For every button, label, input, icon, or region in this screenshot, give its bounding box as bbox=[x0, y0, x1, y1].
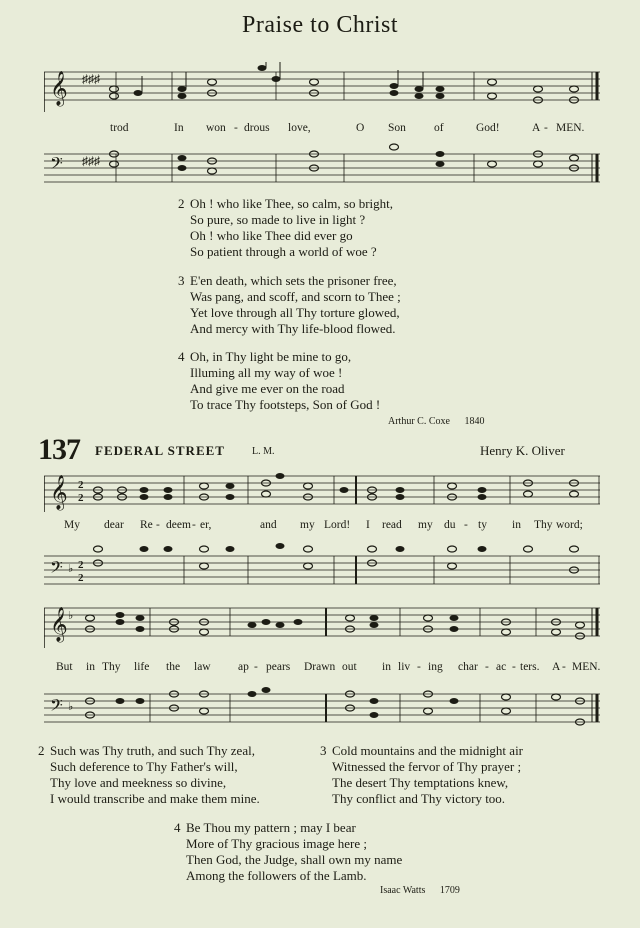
lyric-word: du bbox=[444, 519, 456, 531]
lyric-word: Thy bbox=[102, 661, 121, 673]
hymn136-lyrics bbox=[44, 122, 604, 136]
stanza-line: Oh, in Thy light be mine to go, bbox=[190, 349, 352, 364]
lyric-word: and bbox=[260, 519, 277, 531]
stanza-line: Such was Thy truth, and such Thy zeal, bbox=[50, 743, 255, 758]
stanza-line: To trace Thy footsteps, Son of God ! bbox=[190, 397, 381, 412]
stanza-number: 3 bbox=[320, 743, 327, 758]
hymn136-attribution bbox=[388, 416, 484, 427]
author-year: 1840 bbox=[464, 416, 485, 427]
lyric-word: in bbox=[512, 519, 521, 531]
lyric-word: pears bbox=[266, 661, 291, 673]
lyric-word: deem bbox=[166, 519, 191, 531]
lyric-word: Drawn bbox=[304, 661, 336, 673]
lyric-word: love, bbox=[288, 122, 311, 134]
stanza-line: More of Thy gracious image here ; bbox=[186, 836, 367, 851]
svg-text:𝄞: 𝄞 bbox=[50, 71, 68, 106]
meter-label: L. M. bbox=[252, 446, 275, 457]
lyric-word: I bbox=[366, 519, 370, 531]
stanza-line: Yet love through all Thy torture glowed, bbox=[190, 305, 400, 320]
svg-text:♭: ♭ bbox=[68, 701, 74, 713]
hymn136-stanza-2 bbox=[178, 196, 394, 260]
lyric-word: - bbox=[512, 661, 516, 673]
lyric-word: dear bbox=[104, 519, 124, 531]
hymn136-stanza-3 bbox=[178, 273, 401, 337]
hymn136-treble-staff bbox=[44, 62, 604, 112]
lyric-word: life bbox=[134, 661, 150, 673]
lyric-word: ap bbox=[238, 661, 249, 673]
author-name: Arthur C. Coxe bbox=[388, 416, 450, 427]
stanza-line: Oh ! who like Thee, so calm, so bright, bbox=[190, 196, 394, 211]
page-title: Praise to Christ bbox=[242, 12, 398, 38]
stanza-line: Witnessed the fervor of Thy prayer ; bbox=[332, 759, 522, 774]
hymn137-stanza-3 bbox=[320, 743, 524, 807]
lyric-word: the bbox=[166, 661, 181, 673]
lyric-word: MEN. bbox=[572, 661, 601, 673]
svg-text:𝄞: 𝄞 bbox=[50, 476, 68, 509]
lyric-word: law bbox=[194, 661, 211, 673]
lyric-word: - bbox=[254, 661, 258, 673]
lyric-word: - bbox=[417, 661, 421, 673]
svg-text:♯♯♯: ♯♯♯ bbox=[82, 154, 100, 168]
lyric-word: A bbox=[532, 122, 541, 134]
stanza-line: E'en death, which sets the prisoner free, bbox=[190, 273, 397, 288]
lyric-word: of bbox=[434, 122, 444, 134]
stanza-line: Be Thou my pattern ; may I bear bbox=[186, 820, 356, 835]
composer-name: Henry K. Oliver bbox=[480, 443, 565, 458]
stanza-line: Such deference to Thy Father's will, bbox=[50, 759, 238, 774]
svg-text:2: 2 bbox=[78, 572, 84, 584]
stanza-line: Oh ! who like Thee did ever go bbox=[190, 228, 353, 243]
stanza-line: So pure, so made to live in light ? bbox=[190, 212, 366, 227]
lyric-word: - bbox=[156, 519, 160, 531]
author-year: 1709 bbox=[439, 885, 460, 896]
stanza-number: 3 bbox=[178, 273, 185, 288]
lyric-word: won bbox=[206, 122, 226, 134]
stanza-line: Cold mountains and the midnight air bbox=[332, 743, 524, 758]
lyric-word: out bbox=[342, 661, 357, 673]
hymn137-system2-bass bbox=[44, 680, 604, 730]
lyric-word: word; bbox=[556, 519, 583, 531]
lyric-word: But bbox=[56, 661, 73, 673]
hymn137-stanza-2 bbox=[38, 743, 260, 807]
lyric-word: My bbox=[64, 519, 80, 531]
stanza-line: Thy conflict and Thy victory too. bbox=[332, 791, 506, 806]
lyric-word: ac bbox=[496, 661, 507, 673]
svg-text:2: 2 bbox=[78, 559, 84, 571]
svg-text:𝄢: 𝄢 bbox=[50, 155, 63, 177]
lyric-word: - bbox=[234, 122, 238, 134]
stanza-line: Thy love and meekness so divine, bbox=[50, 775, 227, 790]
lyric-word: liv bbox=[398, 661, 411, 673]
hymn137-system2-treble bbox=[44, 598, 604, 648]
hymn136-stanza-4 bbox=[178, 349, 381, 413]
lyric-word: my bbox=[300, 519, 315, 531]
svg-text:2: 2 bbox=[78, 479, 84, 491]
lyric-word: ty bbox=[478, 519, 487, 531]
hymn137-line1-lyrics bbox=[44, 519, 604, 533]
lyric-word: O bbox=[356, 122, 365, 134]
lyric-word: - bbox=[464, 519, 468, 531]
lyric-word: trod bbox=[110, 122, 129, 134]
stanza-line: Was pang, and scoff, and scorn to Thee ; bbox=[190, 289, 401, 304]
stanza-line: And give me ever on the road bbox=[190, 381, 345, 396]
hymn137-stanza-4 bbox=[174, 820, 403, 884]
hymn137-system1-treble bbox=[44, 468, 604, 512]
stanza-number: 4 bbox=[174, 820, 181, 835]
stanza-number: 2 bbox=[178, 196, 185, 211]
svg-text:♭: ♭ bbox=[68, 610, 74, 622]
lyric-word: Son bbox=[388, 122, 406, 134]
lyric-word: - bbox=[485, 661, 489, 673]
tune-name: FEDERAL STREET bbox=[95, 443, 225, 458]
lyric-word: - bbox=[192, 519, 196, 531]
lyric-word: er, bbox=[200, 519, 212, 531]
hymn137-line2-lyrics bbox=[44, 661, 604, 675]
stanza-line: So patient through a world of woe ? bbox=[190, 244, 377, 259]
stanza-line: The desert Thy temptations knew, bbox=[332, 775, 509, 790]
author-name: Isaac Watts bbox=[380, 885, 426, 896]
lyric-word: Thy bbox=[534, 519, 553, 531]
hymn136-bass-staff bbox=[44, 138, 604, 198]
stanza-number: 2 bbox=[38, 743, 45, 758]
lyric-word: in bbox=[382, 661, 391, 673]
lyric-word: God! bbox=[476, 122, 500, 134]
lyric-word: Re bbox=[140, 519, 153, 531]
stanza-line: Among the followers of the Lamb. bbox=[186, 868, 367, 883]
lyric-word: MEN. bbox=[556, 122, 585, 134]
hymn137-system1-bass bbox=[44, 538, 604, 588]
svg-text:𝄢: 𝄢 bbox=[50, 559, 63, 581]
lyric-word: - bbox=[544, 122, 548, 134]
lyric-word: A bbox=[552, 661, 561, 673]
lyric-word: - bbox=[562, 661, 566, 673]
lyric-word: Lord! bbox=[324, 519, 351, 531]
svg-text:𝄢: 𝄢 bbox=[50, 697, 63, 719]
lyric-word: char bbox=[458, 661, 478, 673]
lyric-word: my bbox=[418, 519, 433, 531]
stanza-line: I would transcribe and make them mine. bbox=[50, 791, 260, 806]
svg-text:2: 2 bbox=[78, 492, 84, 504]
stanza-number: 4 bbox=[178, 349, 185, 364]
lyric-word: drous bbox=[244, 122, 270, 134]
lyric-word: ing bbox=[428, 661, 443, 673]
lyric-word: read bbox=[382, 519, 402, 531]
lyric-word: ters. bbox=[520, 661, 540, 673]
lyric-word: In bbox=[174, 122, 184, 134]
hymn137-attribution bbox=[380, 885, 460, 896]
svg-text:𝄞: 𝄞 bbox=[50, 608, 68, 641]
stanza-line: Illuming all my way of woe ! bbox=[190, 365, 343, 380]
svg-text:♯♯♯: ♯♯♯ bbox=[82, 72, 100, 86]
hymn-number: 137 bbox=[38, 433, 80, 466]
lyric-word: in bbox=[86, 661, 95, 673]
stanza-line: Then God, the Judge, shall own my name bbox=[186, 852, 403, 867]
stanza-line: And mercy with Thy life-blood flowed. bbox=[190, 321, 396, 336]
svg-text:♭: ♭ bbox=[68, 563, 74, 575]
